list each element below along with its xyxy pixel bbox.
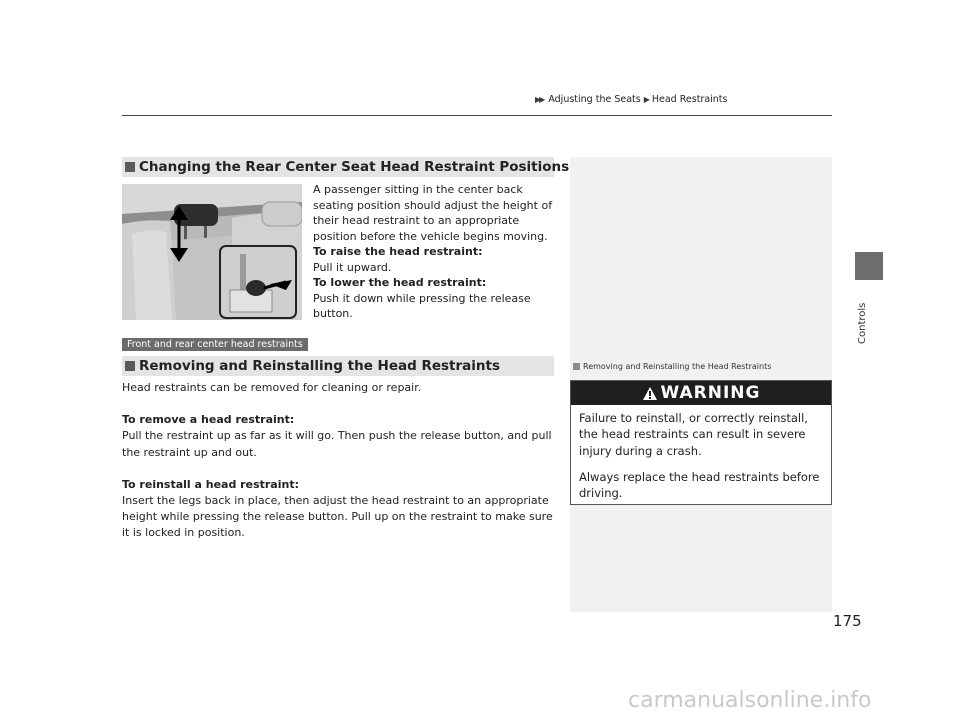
square-bullet-icon bbox=[125, 162, 135, 172]
raise-label: To raise the head restraint: bbox=[313, 245, 483, 258]
page-number: 175 bbox=[833, 612, 862, 630]
rear-seat-illustration bbox=[122, 184, 302, 320]
warning-box bbox=[570, 380, 832, 505]
warning-triangle-icon bbox=[642, 386, 658, 401]
note-heading-text: Removing and Reinstalling the Head Restraints bbox=[583, 362, 772, 371]
warning-banner bbox=[571, 381, 831, 405]
section1-intro: A passenger sitting in the center back seating position should adjust the height of their head restraint to an appropriate position before the vehicle begins moving. bbox=[313, 183, 553, 243]
header-divider bbox=[122, 115, 832, 116]
section-heading-change-positions bbox=[122, 157, 570, 177]
double-arrow-icon: ▶▶ bbox=[535, 95, 544, 104]
section-title: Removing and Reinstalling the Head Restraints bbox=[139, 358, 501, 374]
section2-intro: Head restraints can be removed for cleaning or repair. bbox=[122, 381, 422, 394]
breadcrumb-item-head-restraints[interactable]: Head Restraints bbox=[651, 94, 728, 105]
head-restraint-illustration bbox=[122, 184, 302, 320]
warning-text-1: Failure to reinstall, or correctly reinstall, the head restraints can result in severe injury during a crash. bbox=[579, 411, 808, 458]
raise-text: Pull it upward. bbox=[313, 260, 392, 274]
chapter-tab-label bbox=[849, 288, 889, 348]
chapter-tab-text: Controls bbox=[857, 302, 868, 344]
note-marker-icon bbox=[573, 363, 580, 370]
remove-label: To remove a head restraint: bbox=[122, 413, 295, 427]
section1-body bbox=[313, 182, 557, 322]
breadcrumb-item-adjusting-seats[interactable]: Adjusting the Seats bbox=[548, 94, 641, 105]
arrow-icon: ▶ bbox=[643, 95, 650, 104]
note-heading bbox=[573, 362, 771, 371]
image-caption: Front and rear center head restraints bbox=[122, 338, 308, 351]
reinstall-text: Insert the legs back in place, then adjust the head restraint to an appropriate height while pressing the release button. Pull up on the restraint to make sure it is locked in position. bbox=[122, 494, 553, 540]
breadcrumb bbox=[534, 94, 727, 105]
reinstall-label: To reinstall a head restraint: bbox=[122, 477, 299, 491]
section2-body bbox=[122, 380, 554, 542]
lower-label: To lower the head restraint: bbox=[313, 276, 487, 289]
watermark: carmanualsonline.info bbox=[628, 688, 872, 713]
square-bullet-icon bbox=[125, 361, 135, 371]
chapter-tab-marker bbox=[855, 252, 883, 280]
warning-title: WARNING bbox=[660, 383, 761, 403]
section-title: Changing the Rear Center Seat Head Restraint Positions bbox=[139, 159, 570, 175]
lower-text: Push it down while pressing the release button. bbox=[313, 291, 531, 320]
warning-body bbox=[571, 405, 831, 506]
remove-text: Pull the restraint up as far as it will go. Then push the release button, and pull the restraint up and out. bbox=[122, 429, 552, 459]
section-heading-remove-reinstall bbox=[122, 356, 554, 376]
warning-text-2: Always replace the head restraints before driving. bbox=[579, 469, 820, 501]
